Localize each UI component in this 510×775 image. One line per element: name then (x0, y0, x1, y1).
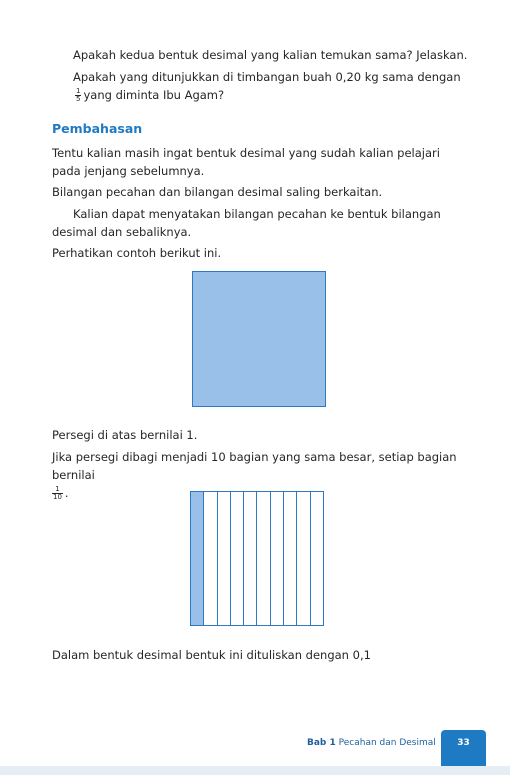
fraction-one-tenth (52, 486, 63, 501)
grid-strip (204, 492, 217, 625)
paragraph-1: Tentu kalian masih ingat bentuk desimal yang sudah kalian pelajari pada jenjang sebelumnya. (52, 146, 440, 178)
grid-strip (284, 492, 297, 625)
paragraph-3: Kalian dapat menyatakan bilangan pecahan ke bentuk bilangan desimal dan sebaliknya. (52, 207, 441, 239)
paragraph-5: Persegi di atas bernilai 1. (52, 428, 198, 442)
paragraph-6-text: Jika persegi dibagi menjadi 10 bagian yang sama besar, setiap bagian bernilai (52, 450, 457, 482)
grid-strip (218, 492, 231, 625)
question-1: Apakah kedua bentuk desimal yang kalian temukan sama? Jelaskan. (73, 48, 468, 62)
paragraph-6-end: . (64, 486, 69, 500)
fraction-numerator: 1 (76, 87, 81, 95)
footer-chapter-title: Pecahan dan Desimal (338, 738, 436, 748)
footer-band (0, 766, 510, 775)
grid-strip (191, 492, 204, 625)
tenths-grid-figure (190, 491, 324, 626)
grid-strip (311, 492, 323, 625)
question-2-text-after: yang diminta Ibu Agam? (83, 88, 225, 102)
whole-square-figure (192, 271, 326, 407)
grid-strip (271, 492, 284, 625)
section-heading: Pembahasan (52, 121, 143, 136)
paragraph-2: Bilangan pecahan dan bilangan desimal saling berkaitan. (52, 185, 383, 199)
fraction-denominator: 5 (76, 95, 81, 103)
grid-strip (257, 492, 270, 625)
grid-strip (297, 492, 310, 625)
question-2-text-before: Apakah yang ditunjukkan di timbangan buah 0,20 kg sama dengan (73, 70, 461, 84)
paragraph-4: Perhatikan contoh berikut ini. (52, 246, 222, 260)
footer-chapter-label: Bab 1 (307, 738, 336, 748)
fraction-numerator: 1 (52, 486, 63, 494)
footer-chapter (307, 738, 436, 748)
paragraph-7: Dalam bentuk desimal bentuk ini dituliskan dengan 0,1 (52, 648, 371, 662)
grid-strip (231, 492, 244, 625)
grid-strip (244, 492, 257, 625)
page-number: 33 (457, 738, 470, 748)
fraction-denominator: 10 (53, 493, 62, 501)
fraction-one-fifth (75, 88, 81, 103)
question-2 (73, 68, 473, 104)
